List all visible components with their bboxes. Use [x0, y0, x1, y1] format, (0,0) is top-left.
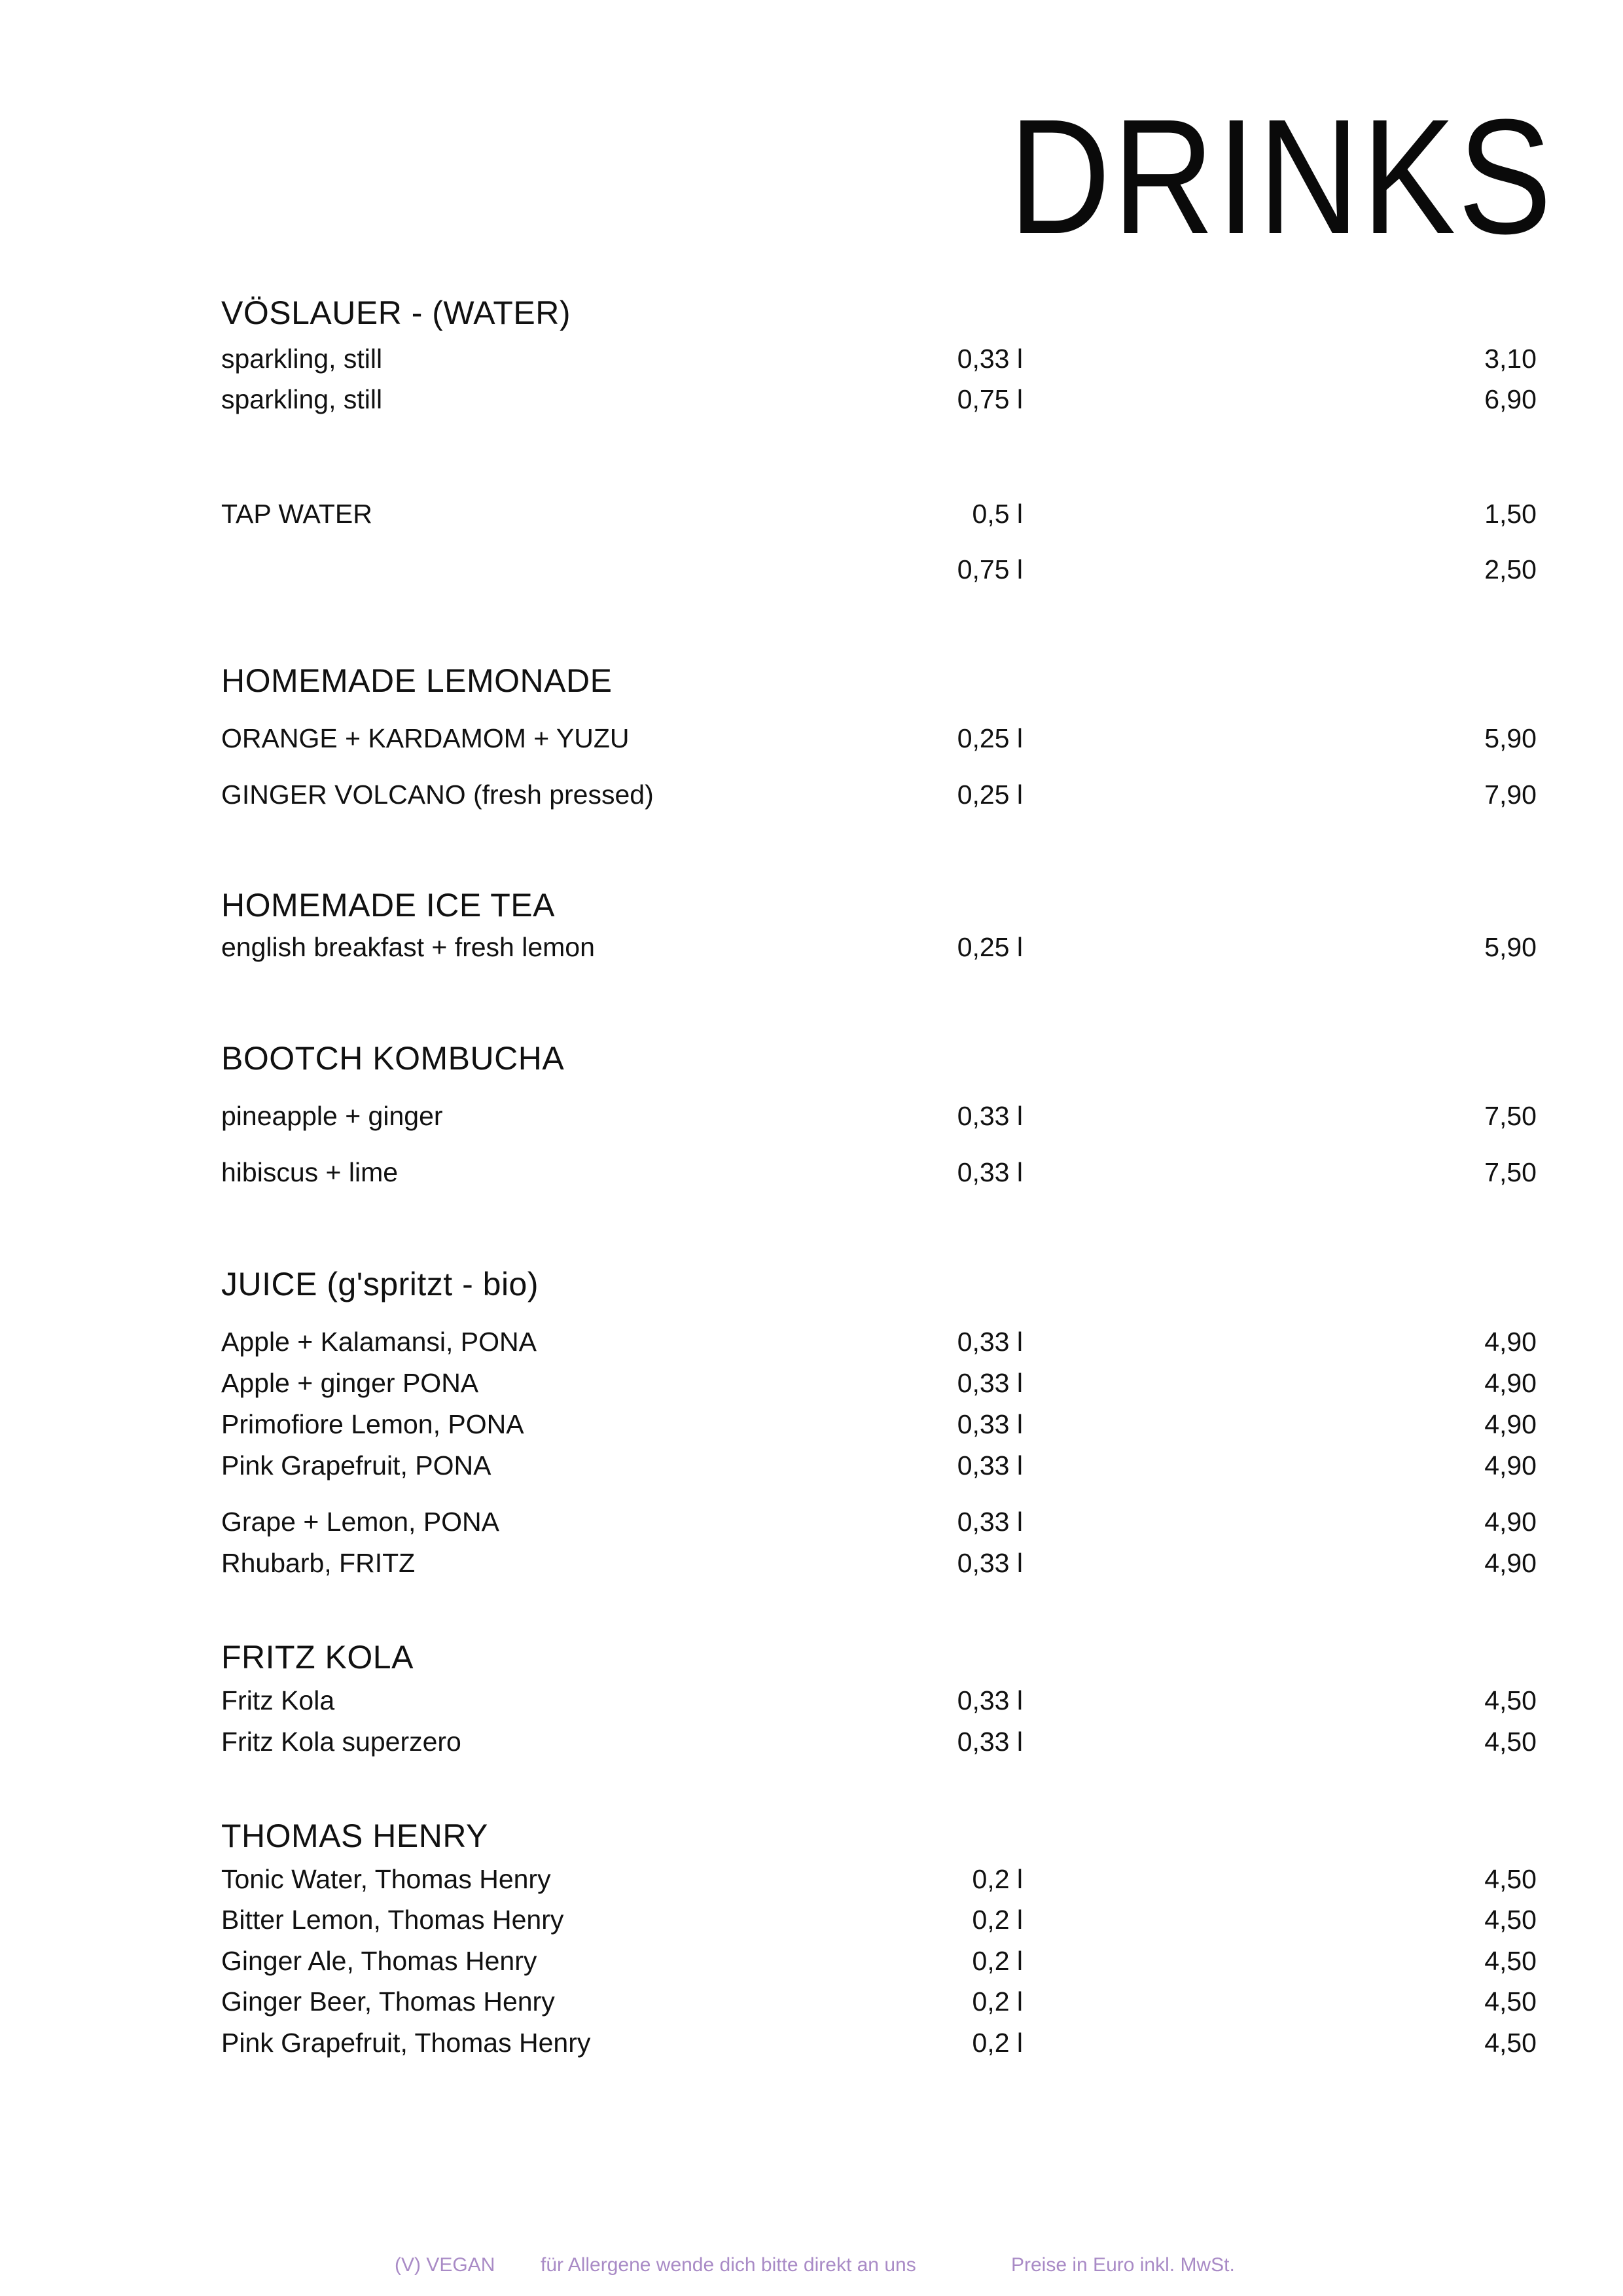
item-volume: 0,2 l: [972, 1986, 1023, 2017]
item-volume: 0,33 l: [957, 1157, 1023, 1187]
item-volume: 0,33 l: [957, 1685, 1023, 1715]
item-price: 4,90: [1484, 1327, 1537, 1357]
menu-item: [221, 719, 1537, 758]
item-volume: 0,33 l: [957, 1327, 1023, 1357]
menu-item: [221, 1543, 1537, 1583]
item-name: Rhubarb, FRITZ: [221, 1548, 416, 1578]
item-price: 4,90: [1484, 1409, 1537, 1439]
menu-item: [221, 1153, 1537, 1192]
menu-item: [221, 1096, 1537, 1136]
item-volume: 0,2 l: [972, 1864, 1023, 1894]
menu-item: [221, 1322, 1537, 1361]
item-price: 4,50: [1484, 1905, 1537, 1935]
section-title: BOOTCH KOMBUCHA: [221, 1040, 565, 1077]
item-volume: 0,2 l: [972, 2028, 1023, 2058]
section-header: [221, 1816, 1537, 1856]
item-name: Grape + Lemon, PONA: [221, 1507, 500, 1537]
item-volume: 0,33 l: [957, 1409, 1023, 1439]
item-name: TAP WATER: [221, 499, 372, 529]
item-name: pineapple + ginger: [221, 1101, 443, 1131]
item-name: english breakfast + fresh lemon: [221, 932, 595, 962]
item-name: Apple + Kalamansi, PONA: [221, 1327, 537, 1357]
menu-item: [221, 1681, 1537, 1720]
section-title: VÖSLAUER - (WATER): [221, 295, 571, 331]
item-price: 7,50: [1484, 1157, 1537, 1187]
menu-item: [221, 1405, 1537, 1444]
menu-item: [221, 1502, 1537, 1541]
item-name: Ginger Ale, Thomas Henry: [221, 1946, 537, 1976]
section-title: HOMEMADE LEMONADE: [221, 662, 613, 699]
item-name: Fritz Kola: [221, 1685, 335, 1715]
item-name: Primofiore Lemon, PONA: [221, 1409, 524, 1439]
menu-item: [221, 1859, 1537, 1899]
footer-vegan-note: (V) VEGAN: [395, 2254, 495, 2276]
item-volume: 0,25 l: [957, 780, 1023, 810]
item-volume: 0,25 l: [957, 723, 1023, 753]
item-volume: 0,33 l: [957, 1368, 1023, 1398]
item-price: 3,10: [1484, 344, 1537, 374]
menu-item: [221, 1363, 1537, 1403]
item-price: 4,50: [1484, 1986, 1537, 2017]
item-name: Bitter Lemon, Thomas Henry: [221, 1905, 564, 1935]
page-title: DRINKS: [1009, 85, 1554, 268]
section-title: FRITZ KOLA: [221, 1639, 414, 1676]
item-name: sparkling, still: [221, 344, 383, 374]
section-title: JUICE (g'spritzt - bio): [221, 1266, 539, 1302]
item-price: 4,50: [1484, 1864, 1537, 1894]
item-volume: 0,75 l: [957, 384, 1023, 414]
item-price: 5,90: [1484, 932, 1537, 962]
item-price: 4,90: [1484, 1548, 1537, 1578]
item-price: 5,90: [1484, 723, 1537, 753]
menu-item: [221, 927, 1537, 967]
item-price: 4,50: [1484, 2028, 1537, 2058]
footer-allergen-note: für Allergene wende dich bitte direkt an uns: [541, 2254, 916, 2276]
menu-item: [221, 2023, 1537, 2062]
item-volume: 0,33 l: [957, 1101, 1023, 1131]
menu-item: [221, 1941, 1537, 1981]
section-header: [221, 1638, 1537, 1677]
item-volume: 0,75 l: [957, 554, 1023, 584]
item-name: GINGER VOLCANO (fresh pressed): [221, 780, 654, 810]
item-volume: 0,25 l: [957, 932, 1023, 962]
item-name: Tonic Water, Thomas Henry: [221, 1864, 551, 1894]
section-header: [221, 1265, 1537, 1304]
menu-item: [221, 1900, 1537, 1939]
item-name: Ginger Beer, Thomas Henry: [221, 1986, 555, 2017]
item-volume: 0,33 l: [957, 1548, 1023, 1578]
menu-item: [221, 1446, 1537, 1485]
item-price: 1,50: [1484, 499, 1537, 529]
item-volume: 0,33 l: [957, 344, 1023, 374]
item-name: hibiscus + lime: [221, 1157, 399, 1187]
item-name: Fritz Kola superzero: [221, 1727, 461, 1757]
item-name: Pink Grapefruit, Thomas Henry: [221, 2028, 591, 2058]
item-price: 4,50: [1484, 1727, 1537, 1757]
section-header: [221, 1039, 1537, 1078]
section-header: [221, 886, 1537, 925]
item-price: 6,90: [1484, 384, 1537, 414]
section-header: [221, 293, 1537, 332]
item-name: ORANGE + KARDAMOM + YUZU: [221, 723, 630, 753]
menu-item: [221, 1722, 1537, 1761]
item-price: 4,50: [1484, 1946, 1537, 1976]
item-price: 4,90: [1484, 1450, 1537, 1480]
menu-item: [221, 339, 1537, 378]
item-price: 7,90: [1484, 780, 1537, 810]
item-volume: 0,33 l: [957, 1727, 1023, 1757]
menu-item: [221, 494, 1537, 533]
item-volume: 0,2 l: [972, 1946, 1023, 1976]
section-header: [221, 661, 1537, 700]
menu-item: [221, 380, 1537, 419]
menu-item: [221, 775, 1537, 814]
item-volume: 0,33 l: [957, 1507, 1023, 1537]
menu-item: [221, 550, 1537, 589]
section-title: THOMAS HENRY: [221, 1818, 488, 1854]
item-name: sparkling, still: [221, 384, 383, 414]
item-price: 4,90: [1484, 1507, 1537, 1537]
footer-price-note: Preise in Euro inkl. MwSt.: [1011, 2254, 1235, 2276]
item-price: 4,90: [1484, 1368, 1537, 1398]
item-name: Pink Grapefruit, PONA: [221, 1450, 491, 1480]
item-price: 2,50: [1484, 554, 1537, 584]
item-name: Apple + ginger PONA: [221, 1368, 479, 1398]
item-volume: 0,33 l: [957, 1450, 1023, 1480]
item-volume: 0,5 l: [972, 499, 1023, 529]
item-price: 7,50: [1484, 1101, 1537, 1131]
item-volume: 0,2 l: [972, 1905, 1023, 1935]
menu-item: [221, 1982, 1537, 2021]
item-price: 4,50: [1484, 1685, 1537, 1715]
section-title: HOMEMADE ICE TEA: [221, 887, 555, 924]
